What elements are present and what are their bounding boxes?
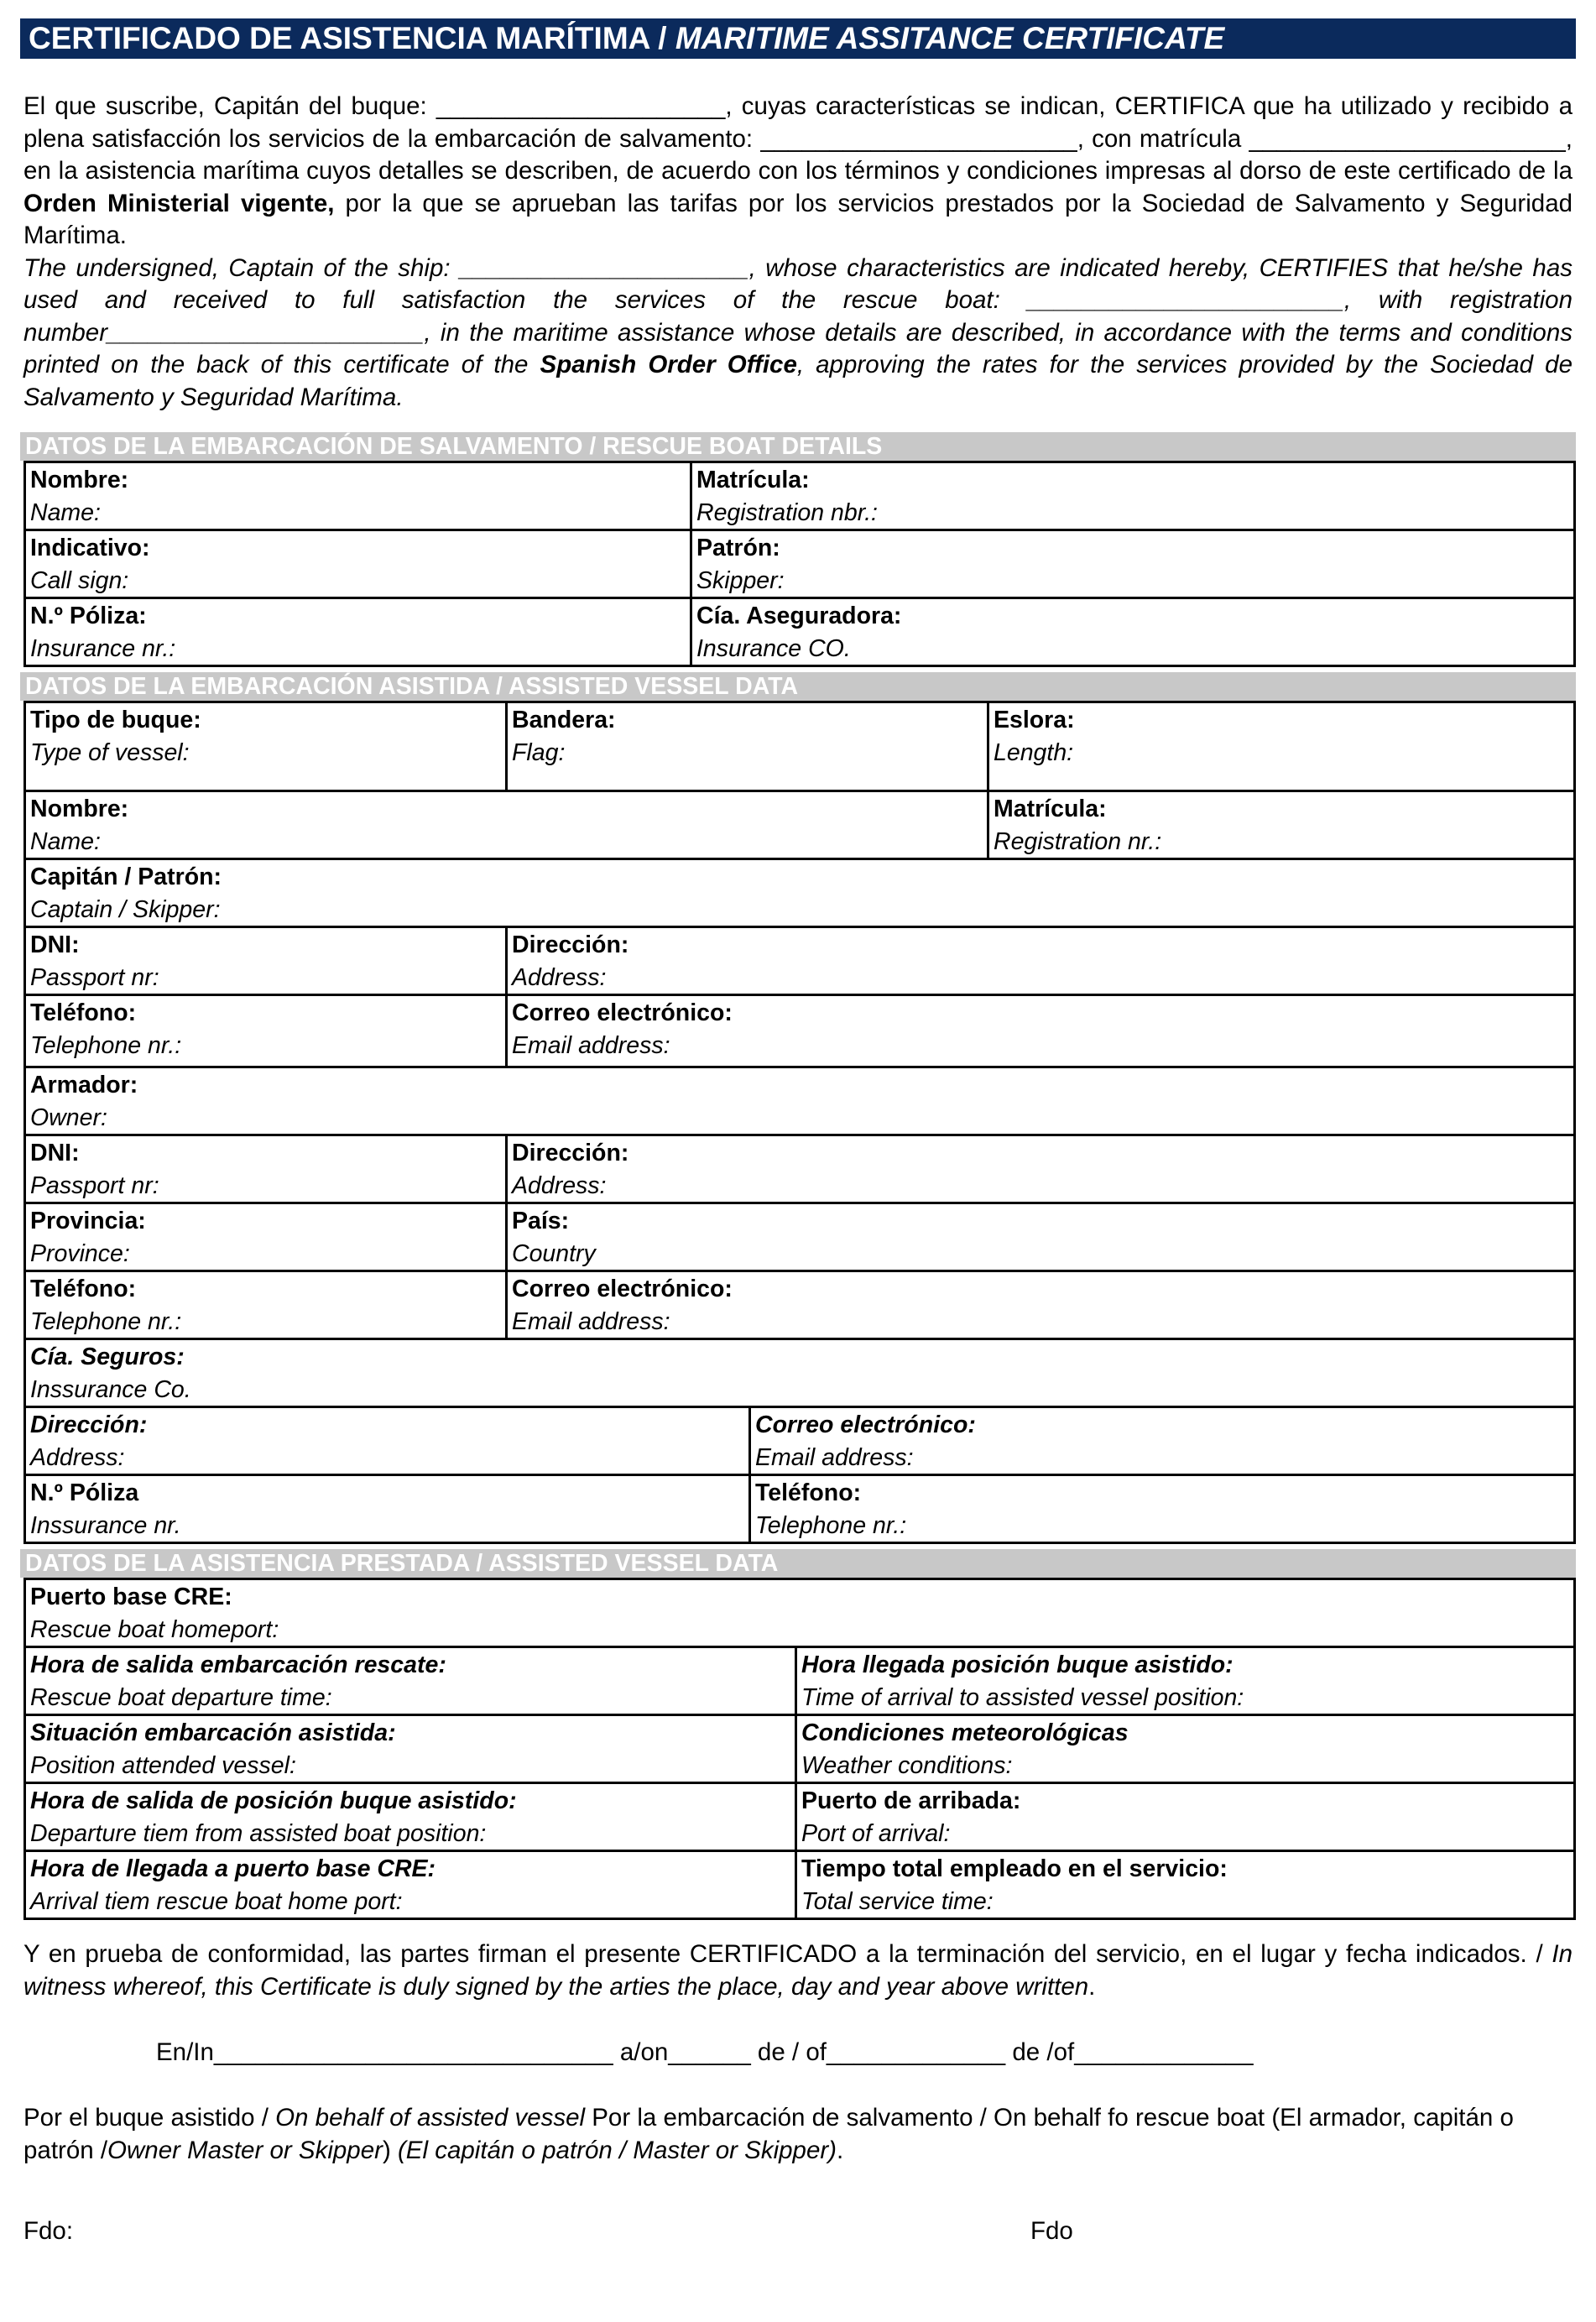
behalf-text: Por el buque asistido / [23,2104,276,2132]
field-label: Matrícula: [696,467,810,493]
field-av-armador[interactable] [25,1067,1575,1135]
field-av-telefono-owner[interactable] [25,1271,507,1339]
behalf-text: Por la embarcación de salvamento / On behalf fo rescue boat (El armador, capitán o patrón / [23,2104,1514,2164]
field-sublabel: Email address: [512,1307,670,1335]
field-as-meteo[interactable] [796,1715,1575,1783]
field-sublabel: Length: [994,738,1074,766]
field-sublabel: Flag: [512,738,566,766]
closing-end: . [1088,1972,1096,2001]
field-sublabel: Skipper: [696,566,785,594]
field-sublabel: Telephone nr.: [30,1307,182,1335]
section-rescue-boat: DATOS DE LA EMBARCACIÓN DE SALVAMENTO / RESCUE BOAT DETAILS [20,432,1576,461]
field-label: Hora de llegada a puerto base CRE: [30,1855,436,1882]
closing-statement [23,1938,1573,2003]
field-as-hora-llegada-base[interactable] [25,1851,796,1919]
field-label: Nombre: [30,796,129,822]
title-en: MARITIME ASSITANCE CERTIFICATE [675,21,1225,55]
field-av-direccion-insurer[interactable] [25,1407,750,1475]
signature-rescue-boat[interactable]: Fdo [1030,2217,1073,2245]
behalf-text: . [837,2136,844,2164]
field-av-capitan[interactable] [25,859,1575,927]
field-label: Eslora: [994,707,1075,733]
field-as-hora-salida-pos[interactable] [25,1783,796,1851]
field-av-dni-owner[interactable] [25,1135,507,1203]
field-sublabel: Passport nr: [30,1171,159,1199]
field-sublabel: Email address: [755,1443,914,1471]
field-av-direccion-owner[interactable] [507,1135,1575,1203]
assistance-table [23,1578,1576,1920]
field-sublabel: Departure tiem from assisted boat position: [30,1819,487,1847]
closing-en: In witness whereof, this Certificate is duly signed by the arties the place, day and year above written [23,1940,1573,2001]
field-rb-patron[interactable] [691,530,1575,598]
field-sublabel: Telephone nr.: [30,1031,182,1059]
field-sublabel: Address: [512,1171,607,1199]
field-label: Hora de salida embarcación rescate: [30,1651,446,1678]
document-title [20,18,1576,59]
field-sublabel: Registration nbr.: [696,498,878,526]
field-av-telefono-captain[interactable] [25,995,507,1067]
field-label: Condiciones meteorológicas [801,1719,1129,1746]
field-sublabel: Insurance nr.: [30,634,176,662]
signature-area [20,2217,1576,2251]
field-label: Correo electrónico: [512,999,733,1026]
field-sublabel: Owner: [30,1104,107,1131]
field-sublabel: Arrival tiem rescue boat home port: [30,1887,403,1915]
intro-en [23,253,1573,415]
field-sublabel: Total service time: [801,1887,994,1915]
field-label: Teléfono: [30,1276,137,1302]
field-av-correo-captain[interactable] [507,995,1575,1067]
field-sublabel: Rescue boat departure time: [30,1683,332,1711]
field-av-direccion-captain[interactable] [507,927,1575,995]
field-label: Dirección: [512,931,629,958]
title-es: CERTIFICADO DE ASISTENCIA MARÍTIMA / [29,21,675,55]
field-label: País: [512,1208,570,1234]
field-sublabel: Passport nr: [30,963,159,991]
field-av-correo-insurer[interactable] [750,1407,1575,1475]
certificate-page [20,18,1576,2251]
field-sublabel: Inssurance Co. [30,1375,191,1403]
intro-es [23,91,1573,253]
field-label: Correo electrónico: [755,1411,976,1438]
field-as-situacion[interactable] [25,1715,796,1783]
field-label: Patrón: [696,535,780,561]
field-label: Matrícula: [994,796,1107,822]
field-label: N.º Póliza [30,1479,139,1506]
behalf-text-italic: On behalf of assisted vessel [275,2104,586,2132]
rescue-boat-table [23,461,1576,667]
field-sublabel: Time of arrival to assisted vessel position: [801,1683,1244,1711]
field-label: Tiempo total empleado en el servicio: [801,1855,1228,1882]
field-av-telefono-insurer[interactable] [750,1475,1575,1543]
field-av-poliza[interactable] [25,1475,750,1543]
field-as-tiempo-total[interactable] [796,1851,1575,1919]
field-sublabel: Call sign: [30,566,129,594]
section-assistance: DATOS DE LA ASISTENCIA PRESTADA / ASSISTED VESSEL DATA [20,1549,1576,1578]
field-label: Cía. Seguros: [30,1344,185,1370]
field-label: Dirección: [512,1140,629,1166]
field-label: Nombre: [30,467,129,493]
field-label: Cía. Aseguradora: [696,603,902,629]
field-as-hora-salida[interactable] [25,1647,796,1715]
field-sublabel: Position attended vessel: [30,1751,296,1779]
closing-es: Y en prueba de conformidad, las partes firman el presente CERTIFICADO a la terminación del servicio, en el lugar y fecha indicados. / [23,1940,1552,1968]
behalf-text-italic: (El capitán o patrón / Master or Skipper) [397,2136,837,2164]
field-sublabel: Inssurance nr. [30,1511,181,1539]
signature-assisted-vessel[interactable]: Fdo: [23,2217,74,2245]
field-sublabel: Insurance CO. [696,634,851,662]
field-av-eslora[interactable] [988,702,1575,791]
field-av-correo-owner[interactable] [507,1271,1575,1339]
section-assisted-vessel: DATOS DE LA EMBARCACIÓN ASISTIDA / ASSISTED VESSEL DATA [20,672,1576,701]
field-sublabel: Province: [30,1239,130,1267]
field-rb-poliza[interactable] [25,598,691,666]
intro-text [23,91,1573,414]
field-sublabel: Registration nr.: [994,827,1162,855]
field-rb-matricula[interactable] [691,462,1575,530]
field-label: Hora llegada posición buque asistido: [801,1651,1234,1678]
field-sublabel: Telephone nr.: [755,1511,907,1539]
field-av-nombre[interactable] [25,791,988,859]
field-sublabel: Name: [30,827,101,855]
intro-es-bold: Orden Ministerial vigente, [23,189,335,217]
field-label: Situación embarcación asistida: [30,1719,396,1746]
field-label: Puerto base CRE: [30,1584,232,1610]
field-label: Puerto de arribada: [801,1787,1021,1814]
field-sublabel: Rescue boat homeport: [30,1615,279,1643]
field-sublabel: Weather conditions: [801,1751,1013,1779]
field-av-provincia[interactable] [25,1203,507,1271]
intro-en-text: The undersigned, Captain of the ship: _____________________, whose characteristics are indicated hereby, CERTIFIES that he/she has used and received to full satisfaction the services of the rescue boat: _______________________, with registration number_______________________, in the maritime assistance whose details are described, in accordance with the terms and conditions printed on the back of this certificate of the [23,253,1573,378]
intro-en-bold: Spanish Order Office [540,351,797,378]
intro-es-text-end: por la que se aprueban las tarifas por los servicios prestados por la Sociedad de Salvamento y Seguridad Marítima. [23,189,1573,249]
field-sublabel: Country [512,1239,596,1267]
field-sublabel: Captain / Skipper: [30,895,221,923]
field-label: Dirección: [30,1411,148,1438]
field-label: DNI: [30,931,80,958]
field-sublabel: Address: [30,1443,125,1471]
field-rb-nombre[interactable] [25,462,691,530]
field-av-matricula[interactable] [988,791,1575,859]
behalf-text-italic: Owner Master or Skipper [107,2136,383,2164]
field-rb-indicativo[interactable] [25,530,691,598]
behalf-statement [23,2102,1573,2167]
assisted-vessel-table-a [23,701,1576,1408]
field-label: Capitán / Patrón: [30,864,222,890]
field-sublabel: Name: [30,498,101,526]
assisted-vessel-table-b [23,1406,1576,1544]
field-sublabel: Email address: [512,1031,670,1059]
field-av-dni-captain[interactable] [25,927,507,995]
field-av-bandera[interactable] [507,702,988,791]
field-av-seguros[interactable] [25,1339,1575,1407]
field-as-puerto-base[interactable] [25,1579,1575,1647]
field-sublabel: Address: [512,963,607,991]
field-label: DNI: [30,1140,80,1166]
field-label: Provincia: [30,1208,146,1234]
field-label: Indicativo: [30,535,150,561]
field-rb-aseguradora[interactable] [691,598,1575,666]
field-label: Teléfono: [755,1479,862,1506]
field-label: Correo electrónico: [512,1276,733,1302]
field-label: N.º Póliza: [30,603,147,629]
field-label: Armador: [30,1072,138,1098]
field-label: Teléfono: [30,999,137,1026]
field-label: Bandera: [512,707,616,733]
field-av-pais[interactable] [507,1203,1575,1271]
field-sublabel: Port of arrival: [801,1819,951,1847]
intro-en-text-end: , approving the rates for the services provided by the Sociedad de Salvamento y Seguridad Marítima. [23,351,1573,411]
field-av-tipo[interactable] [25,702,507,791]
field-as-hora-llegada-pos[interactable] [796,1647,1575,1715]
place-date-line[interactable]: En/In_____________________________ a/on______ de / of_____________ de /of_____________ [156,2038,1254,2066]
behalf-text: ) [382,2136,398,2164]
intro-es-text: El que suscribe, Capitán del buque: _____________________, cuyas características se indican, CERTIFICA que ha utilizado y recibido a plena satisfacción los servicios de la embarcación de salvamento: _______________________, con matrícula _______________________, en la asistencia marítima cuyos detalles se describen, de acuerdo con los términos y condiciones impresas al dorso de este certificado de la [23,92,1573,185]
field-label: Hora de salida de posición buque asistido: [30,1787,517,1814]
field-sublabel: Type of vessel: [30,738,190,766]
field-label: Tipo de buque: [30,707,201,733]
field-as-puerto-arribada[interactable] [796,1783,1575,1851]
